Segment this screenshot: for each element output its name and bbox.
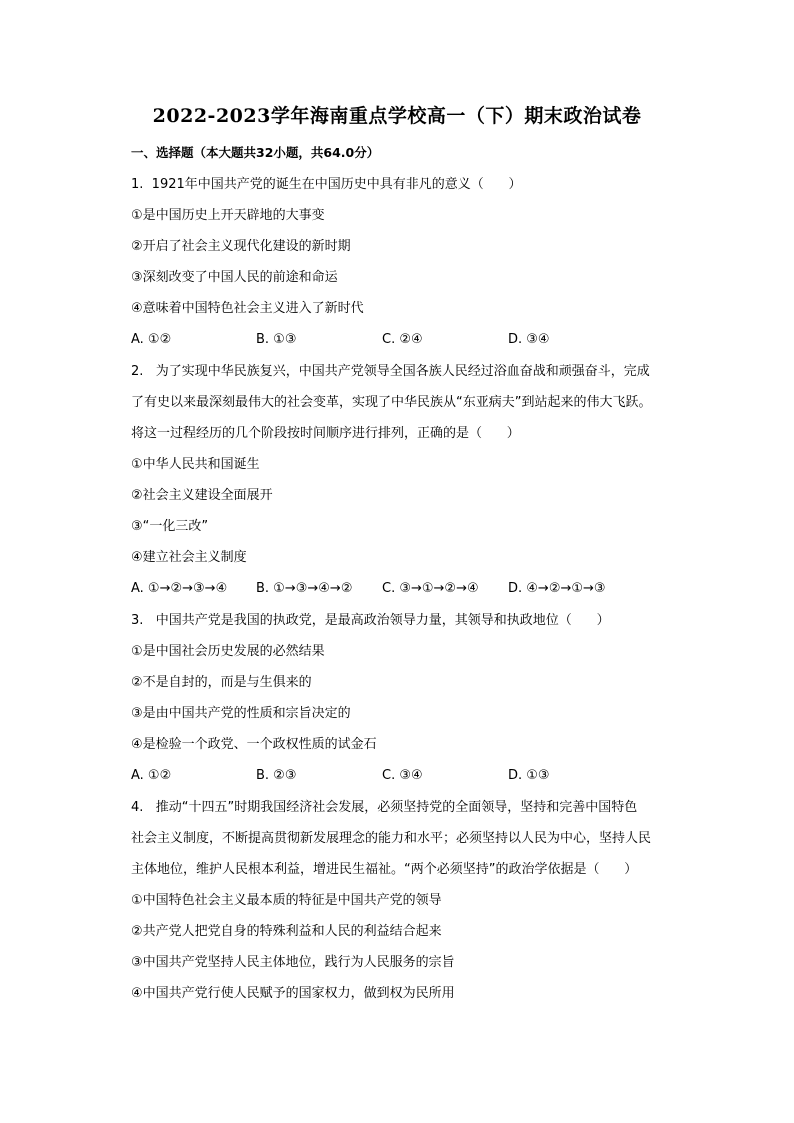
- question-2-option-d[interactable]: D. ④→②→①→③: [508, 581, 606, 596]
- question-1-statement-1: ①是中国历史上开天辟地的大事变: [131, 208, 325, 223]
- question-1-option-c[interactable]: C. ②④: [382, 332, 423, 347]
- question-3-statement-2: ②不是自封的，而是与生俱来的: [131, 675, 312, 690]
- question-2-option-a[interactable]: A. ①→②→③→④: [131, 581, 228, 596]
- question-3-stem: 3. 中国共产党是我国的执政党，是最高政治领导力量，其领导和执政地位（ ）: [131, 613, 610, 628]
- question-1-statement-3: ③深刻改变了中国人民的前途和命运: [131, 270, 338, 285]
- question-1-stem: 1. 1921年中国共产党的诞生在中国历史中具有非凡的意义（ ）: [131, 177, 522, 192]
- question-3-option-d[interactable]: D. ①③: [508, 768, 550, 783]
- question-4-statement-3: ③中国共产党坚持人民主体地位，践行为人民服务的宗旨: [131, 955, 455, 970]
- question-3-statement-4: ④是检验一个政党、一个政权性质的试金石: [131, 737, 377, 752]
- question-2-statement-1: ①中华人民共和国诞生: [131, 457, 260, 472]
- question-3-option-c[interactable]: C. ③④: [382, 768, 423, 783]
- question-3-statement-1: ①是中国社会历史发展的必然结果: [131, 644, 325, 659]
- question-2-statement-2: ②社会主义建设全面展开: [131, 488, 273, 503]
- page-title: 2022-2023学年海南重点学校高一（下）期末政治试卷: [152, 105, 642, 127]
- question-4-statement-4: ④中国共产党行使人民赋予的国家权力，做到权为民所用: [131, 986, 455, 1001]
- question-1-statement-4: ④意味着中国特色社会主义进入了新时代: [131, 301, 364, 316]
- section-heading: 一、选择题（本大题共32小题，共64.0分）: [131, 145, 380, 160]
- question-4-statement-2: ②共产党人把党自身的特殊利益和人民的利益结合起来: [131, 924, 442, 939]
- question-4-stem-line-1: 4. 推动“十四五”时期我国经济社会发展，必须坚持党的全面领导，坚持和完善中国特色: [131, 800, 638, 815]
- question-3-option-a[interactable]: A. ①②: [131, 768, 172, 783]
- question-2-stem-line-3: 将这一过程经历的几个阶段按时间顺序进行排列，正确的是（ ）: [131, 426, 520, 441]
- question-2-statement-3: ③“一化三改”: [131, 519, 209, 534]
- question-3-statement-3: ③是由中国共产党的性质和宗旨决定的: [131, 706, 351, 721]
- question-2-option-b[interactable]: B. ①→③→④→②: [256, 581, 353, 596]
- question-1-statement-2: ②开启了社会主义现代化建设的新时期: [131, 239, 351, 254]
- question-1-option-a[interactable]: A. ①②: [131, 332, 172, 347]
- question-3-option-b[interactable]: B. ②③: [256, 768, 297, 783]
- question-4-stem-line-2: 社会主义制度，不断提高贯彻新发展理念的能力和水平；必须坚持以人民为中心，坚持人民: [131, 831, 652, 846]
- question-2-option-c[interactable]: C. ③→①→②→④: [382, 581, 479, 596]
- question-1-option-b[interactable]: B. ①③: [256, 332, 297, 347]
- question-2-stem-line-2: 了有史以来最深刻最伟大的社会变革，实现了中华民族从“东亚病夫”到站起来的伟大飞跃。: [131, 395, 652, 410]
- question-2-stem-line-1: 2. 为了实现中华民族复兴，中国共产党领导全国各族人民经过浴血奋战和顽强奋斗，完成: [131, 364, 650, 379]
- question-1-option-d[interactable]: D. ③④: [508, 332, 550, 347]
- question-2-statement-4: ④建立社会主义制度: [131, 550, 247, 565]
- question-4-stem-line-3: 主体地位，维护人民根本利益，增进民生福祉。“两个必须坚持”的政治学依据是（ ）: [131, 862, 638, 877]
- question-4-statement-1: ①中国特色社会主义最本质的特征是中国共产党的领导: [131, 893, 442, 908]
